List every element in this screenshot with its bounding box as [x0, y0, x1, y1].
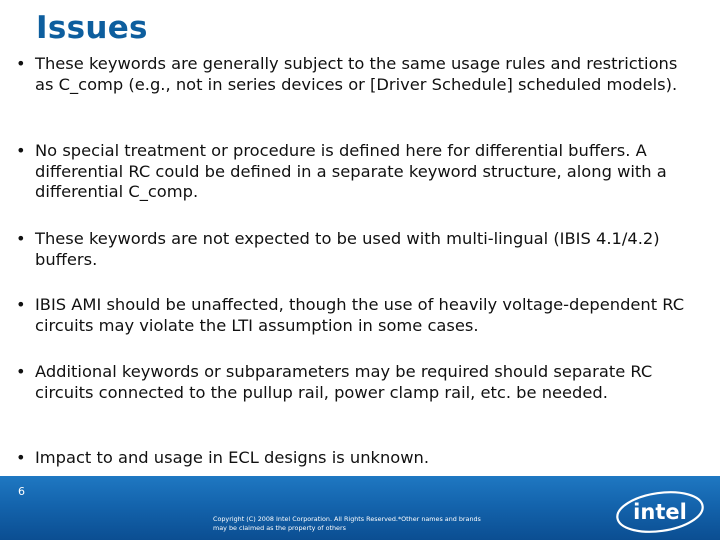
bullet-marker: •	[16, 448, 26, 467]
bullet-marker: •	[16, 362, 26, 381]
logo-wordmark: intel	[633, 500, 687, 524]
bullet-marker: •	[16, 54, 26, 73]
copyright-line: may be claimed as the property of others	[213, 524, 346, 532]
bullet-marker: •	[16, 229, 26, 248]
bullet-marker: •	[16, 141, 26, 160]
copyright-notice	[213, 515, 533, 533]
intel-logo-icon	[614, 489, 706, 535]
bullet-text: Additional keywords or subparameters may be required should separate RC circuits connected to the pullup rail, power clamp rail, etc. be needed.	[35, 362, 653, 402]
page-number: 6	[18, 485, 25, 498]
footer-bar	[0, 476, 720, 540]
bullet-text: IBIS AMI should be unaffected, though the use of heavily voltage-dependent RC circuits may violate the LTI assumption in some cases.	[35, 295, 685, 335]
bullet-text: These keywords are generally subject to the same usage rules and restrictions as C_comp (e.g., not in series devices or [Driver Schedule] scheduled models).	[35, 54, 678, 94]
bullet-marker: •	[16, 295, 26, 314]
bullet-text: These keywords are not expected to be used with multi-lingual (IBIS 4.1/4.2) buffers.	[35, 229, 660, 269]
slide-title: Issues	[36, 10, 148, 46]
copyright-line: Copyright (C) 2008 Intel Corporation. All Rights Reserved.*Other names and brands	[213, 515, 481, 523]
bullet-text: Impact to and usage in ECL designs is unknown.	[35, 448, 430, 467]
bullet-text: No special treatment or procedure is defined here for differential buffers. A differential RC could be defined in a separate keyword structure, along with a differential C_comp.	[35, 141, 667, 201]
